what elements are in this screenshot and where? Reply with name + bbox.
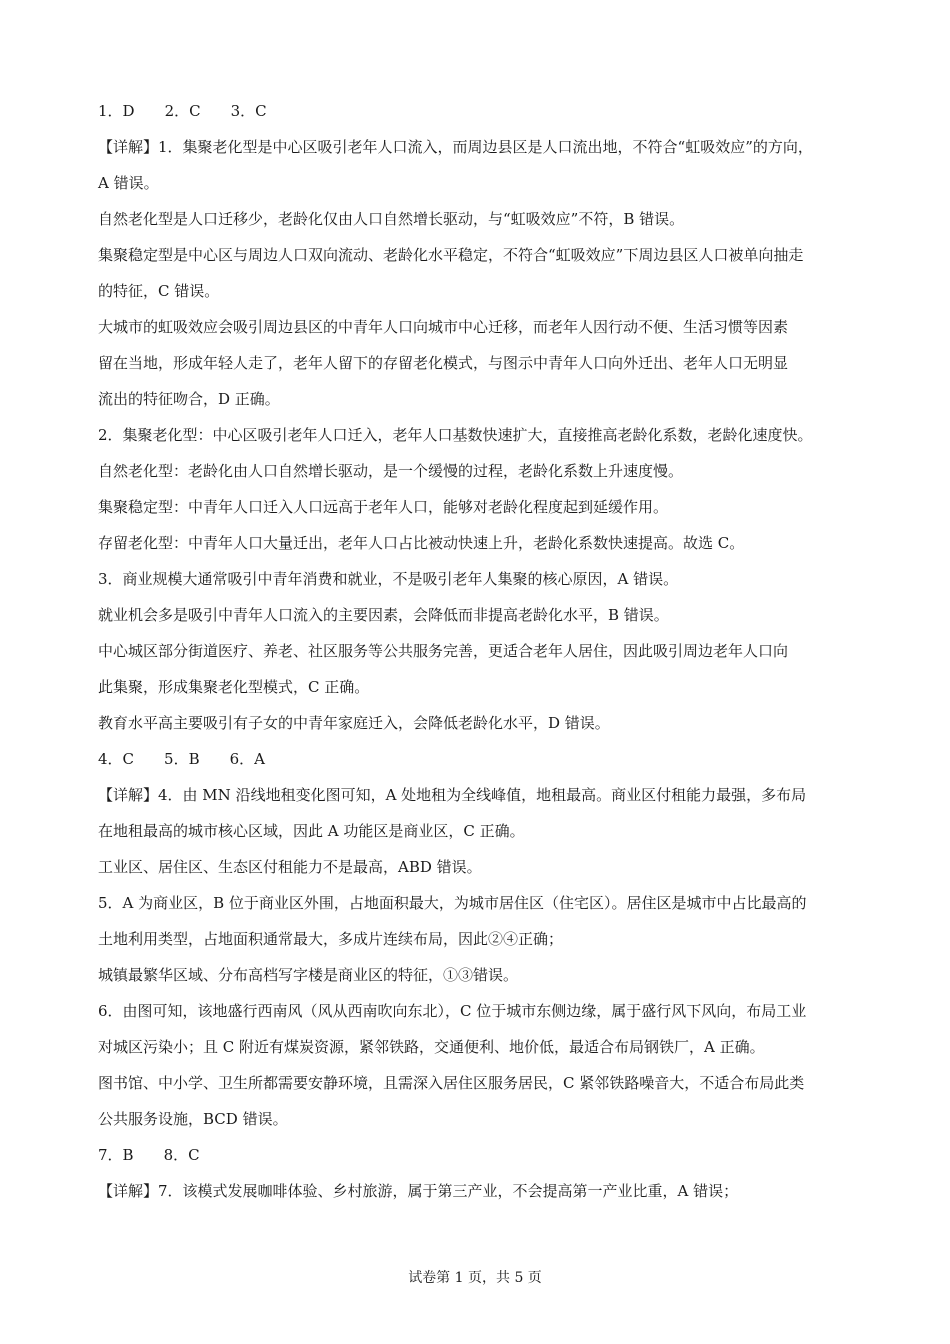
text-line: 【详解】4．由 MN 沿线地租变化图可知，A 处地租为全线峰值，地租最高。商业区付租能力最强，多布局 xyxy=(98,786,807,804)
text-line: 教育水平高主要吸引有子女的中青年家庭迁入，会降低老龄化水平，D 错误。 xyxy=(98,714,610,732)
text-line: 就业机会多是吸引中青年人口流入的主要因素，会降低而非提高老龄化水平，B 错误。 xyxy=(98,606,669,624)
text-line: 1．D 2．C 3．C xyxy=(98,102,267,120)
text-line: 此集聚，形成集聚老化型模式，C 正确。 xyxy=(98,678,370,696)
text-line: 工业区、居住区、生态区付租能力不是最高，ABD 错误。 xyxy=(98,858,482,876)
text-line: 存留老化型：中青年人口大量迁出，老年人口占比被动快速上升，老龄化系数快速提高。故选 C。 xyxy=(98,534,745,552)
page-footer: 试卷第 1 页，共 5 页 xyxy=(408,1270,542,1286)
text-line: 公共服务设施，BCD 错误。 xyxy=(98,1110,288,1128)
text-line: 对城区污染小；且 C 附近有煤炭资源，紧邻铁路，交通便利、地价低，最适合布局钢铁厂，A 正确。 xyxy=(98,1038,765,1056)
text-line: 大城市的虹吸效应会吸引周边县区的中青年人口向城市中心迁移，而老年人因行动不便、生活习惯等因素 xyxy=(98,318,789,336)
text-line: 3．商业规模大通常吸引中青年消费和就业，不是吸引老年人集聚的核心原因，A 错误。 xyxy=(98,570,679,588)
text-line: 6．由图可知，该地盛行西南风（风从西南吹向东北），C 位于城市东侧边缘，属于盛行风下风向，布局工业 xyxy=(98,1002,807,1020)
text-line: 土地利用类型，占地面积通常最大，多成片连续布局，因此②④正确； xyxy=(98,930,564,948)
text-line: 在地租最高的城市核心区域，因此 A 功能区是商业区，C 正确。 xyxy=(98,822,525,840)
text-line: 【详解】1．集聚老化型是中心区吸引老年人口流入，而周边县区是人口流出地，不符合“虹吸效应”的方向， xyxy=(98,138,813,156)
text-line: 【详解】7．该模式发展咖啡体验、乡村旅游，属于第三产业，不会提高第一产业比重，A 错误； xyxy=(98,1182,739,1200)
text-line: 自然老化型是人口迁移少，老龄化仅由人口自然增长驱动，与“虹吸效应”不符，B 错误。 xyxy=(98,210,685,228)
text-line: 集聚稳定型：中青年人口迁入人口远高于老年人口，能够对老龄化程度起到延缓作用。 xyxy=(98,498,669,516)
text-line: 的特征，C 错误。 xyxy=(98,282,220,300)
text-line: A 错误。 xyxy=(98,174,159,192)
text-line: 4．C 5．B 6．A xyxy=(98,750,265,768)
text-line: 7．B 8．C xyxy=(98,1146,200,1164)
text-line: 2．集聚老化型：中心区吸引老年人口迁入，老年人口基数快速扩大，直接推高老龄化系数，老龄化速度快。 xyxy=(98,426,813,444)
text-line: 城镇最繁华区域、分布高档写字楼是商业区的特征，①③错误。 xyxy=(98,966,519,984)
text-line: 中心城区部分街道医疗、养老、社区服务等公共服务完善，更适合老年人居住，因此吸引周边老年人口向 xyxy=(98,642,789,660)
text-line: 留在当地，形成年轻人走了，老年人留下的存留老化模式，与图示中青年人口向外迁出、老年人口无明显 xyxy=(98,354,789,372)
text-line: 5．A 为商业区，B 位于商业区外围，占地面积最大，为城市居住区（住宅区）。居住区是城市中占比最高的 xyxy=(98,894,807,912)
text-line: 图书馆、中小学、卫生所都需要安静环境，且需深入居住区服务居民，C 紧邻铁路噪音大，不适合布局此类 xyxy=(98,1074,805,1092)
text-line: 集聚稳定型是中心区与周边人口双向流动、老龄化水平稳定，不符合“虹吸效应”下周边县区人口被单向抽走 xyxy=(98,246,804,264)
text-line: 自然老化型：老龄化由人口自然增长驱动，是一个缓慢的过程，老龄化系数上升速度慢。 xyxy=(98,462,684,480)
text-line: 流出的特征吻合，D 正确。 xyxy=(98,390,280,408)
